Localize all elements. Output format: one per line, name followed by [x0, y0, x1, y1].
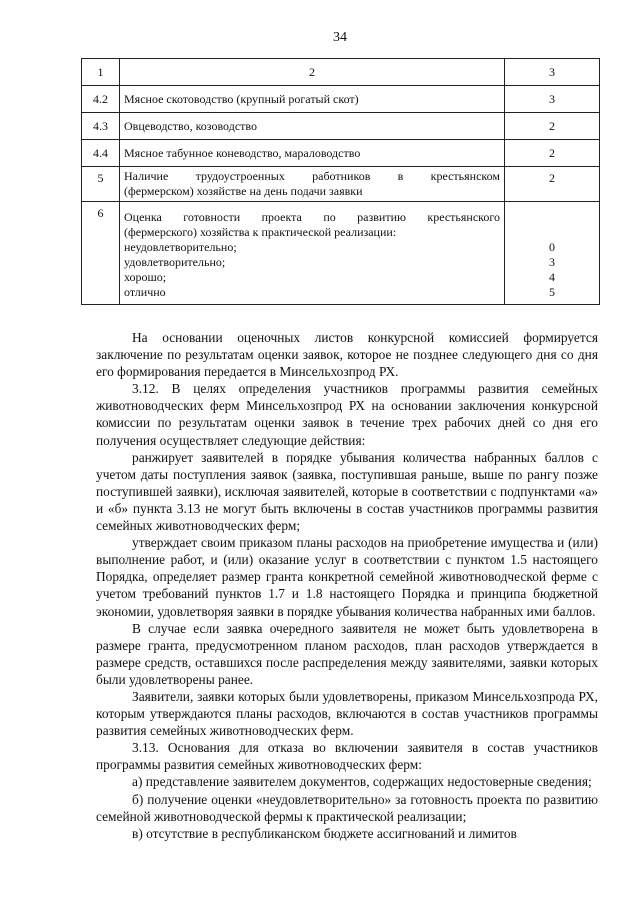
row-score	[505, 202, 600, 305]
row-criterion: Мясное табунное коневодство, мараловодство	[120, 140, 505, 167]
criterion-line: Оценка готовности проекта по развитию крестьянского	[124, 210, 500, 224]
option-score: 5	[549, 285, 555, 299]
header-cell-score: 3	[505, 59, 600, 86]
table-header-row	[82, 59, 600, 86]
table-row	[82, 202, 600, 305]
paragraph: 3.13. Основания для отказа во включении заявителя в состав участников программы развития семейных животноводческих ферм:	[96, 740, 598, 773]
criterion-line: Наличие трудоустроенных работников в крестьянском	[124, 169, 500, 183]
body-text	[96, 329, 598, 842]
option-score: 3	[549, 255, 555, 269]
option-label: удовлетворительно;	[124, 255, 226, 269]
paragraph: а) представление заявителем документов, содержащих недостоверные сведения;	[132, 774, 592, 790]
row-score: 2	[505, 140, 600, 167]
paragraph: Заявители, заявки которых были удовлетворены, приказом Минсельхозпрода РХ, которым утверждаются планы расходов, включаются в состав участников программы развития семейных животноводческих ферм.	[96, 688, 598, 739]
page-number: 34	[333, 30, 347, 45]
option-label: неудовлетворительно;	[124, 240, 237, 254]
paragraph: На основании оценочных листов конкурсной комиссией формируется заключение по результатам оценки заявок, которое не позднее следующего дня со дня его формирования передается в Минсельхозпрод РХ.	[96, 330, 598, 380]
option-label: хорошо;	[124, 270, 167, 284]
criterion-line: (фермерского) хозяйства к практической реализации:	[124, 225, 397, 239]
criterion-line: (фермерском) хозяйстве на день подачи заявки	[124, 184, 363, 198]
row-criterion	[120, 202, 505, 305]
paragraph: В случае если заявка очередного заявителя не может быть удовлетворена в размере гранта, предусмотренном планом расходов, план расходов утверждается в размере средств, оставшихся после распределения между заявителями, заявки которых были удовлетворены ранее.	[96, 620, 598, 687]
row-num: 6	[82, 202, 120, 305]
row-num: 4.4	[82, 140, 120, 167]
paragraph: б) получение оценки «неудовлетворительно» за готовность проекта по развитию семейной животноводческой фермы к практической реализации;	[96, 791, 598, 824]
row-num: 4.2	[82, 86, 120, 113]
criteria-table	[81, 58, 600, 305]
table-row	[82, 140, 600, 167]
row-num: 5	[82, 167, 120, 202]
row-score: 2	[505, 167, 600, 202]
row-score: 3	[505, 86, 600, 113]
option-label: отлично	[124, 285, 166, 299]
row-criterion: Овцеводство, козоводство	[120, 113, 505, 140]
option-score: 0	[549, 240, 555, 254]
paragraph: утверждает своим приказом планы расходов на приобретение имущества и (или) выполнение работ, и (или) оказание услуг в соответствии с пунктом 1.5 настоящего Порядка, определяет размер гранта конкретной семейной животноводческой ферме с учетом требований пунктов 1.7 и 1.8 настоящего Порядка и принципа бюджетной экономии, удовлетворяя заявки в порядке убывания количества набранных ими баллов.	[96, 535, 598, 619]
table-row	[82, 113, 600, 140]
row-num: 4.3	[82, 113, 120, 140]
row-criterion: Мясное скотоводство (крупный рогатый скот)	[120, 86, 505, 113]
option-score: 4	[549, 270, 555, 284]
table-row	[82, 86, 600, 113]
row-criterion	[120, 167, 505, 202]
paragraph: 3.12. В целях определения участников программы развития семейных животноводческих ферм Минсельхозпрод РХ на основании заключения конкурсной комиссии по результатам оценки заявок в течение трех рабочих дней со дня его получения осуществляет следующие действия:	[96, 381, 598, 448]
header-cell-criterion: 2	[120, 59, 505, 86]
table-row	[82, 167, 600, 202]
header-cell-num: 1	[82, 59, 120, 86]
paragraph: ранжирует заявителей в порядке убывания количества набранных баллов с учетом даты поступления заявок (заявка, поступившая раньше, выше по рангу позже поступившей заявки), исключая заявителей, которые в соответствии с подпунктами «а» и «б» пункта 3.13 не могут быть включены в состав участников программы развития семейных животноводческих ферм;	[96, 449, 598, 534]
row-score: 2	[505, 113, 600, 140]
paragraph: в) отсутствие в республиканском бюджете ассигнований и лимитов	[132, 825, 517, 841]
